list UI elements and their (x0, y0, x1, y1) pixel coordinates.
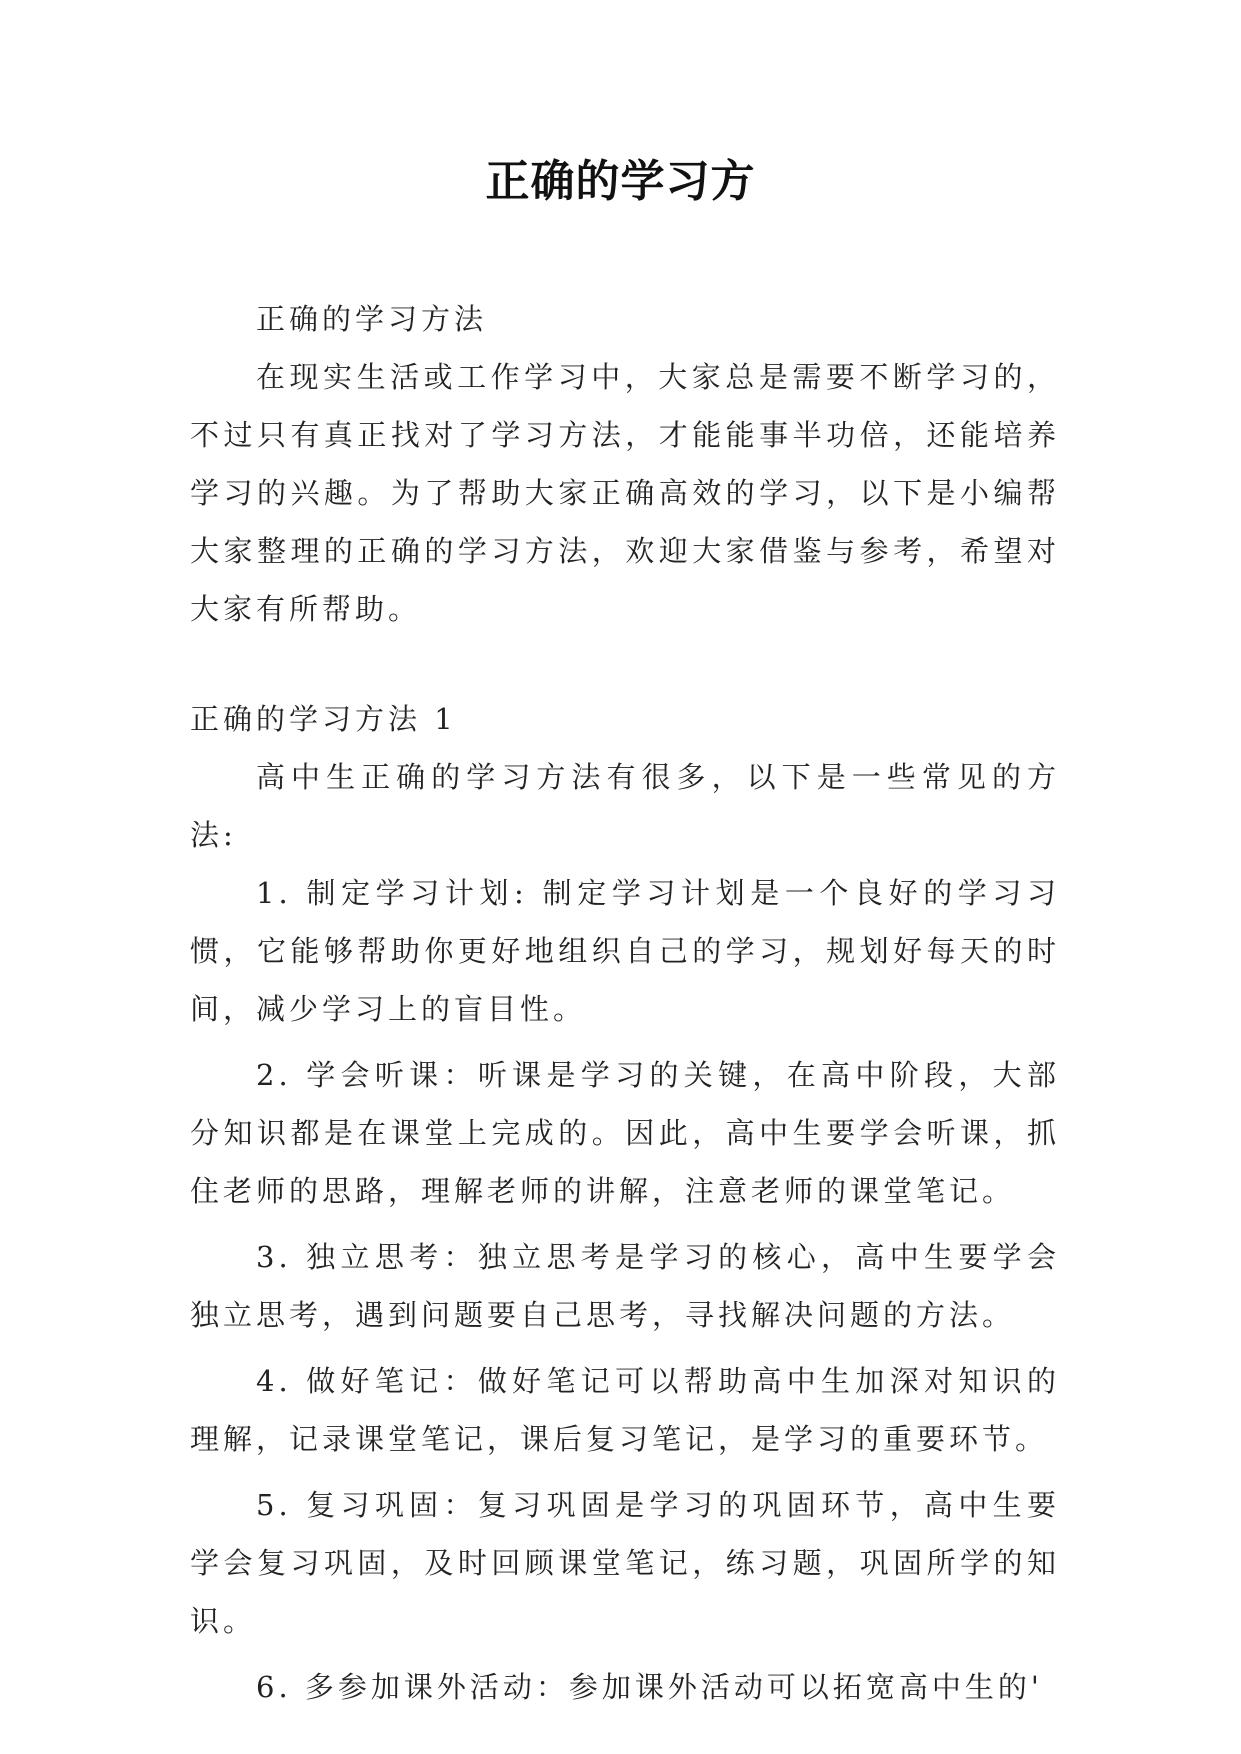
list-item-4: 4. 做好笔记：做好笔记可以帮助高中生加深对知识的理解，记录课堂笔记，课后复习笔记，是学习的重要环节。 (190, 1364, 1060, 1456)
list-item-5: 5. 复习巩固：复习巩固是学习的巩固环节，高中生要学会复习巩固，及时回顾课堂笔记，练习题，巩固所学的知识。 (190, 1488, 1060, 1638)
list-item-1: 1. 制定学习计划: 制定学习计划是一个良好的学习习惯，它能够帮助你更好地组织自己的学习，规划好每天的时间，减少学习上的盲目性。 (190, 876, 1060, 1026)
section-lead: 高中生正确的学习方法有很多，以下是一些常见的方法: (190, 760, 1060, 852)
document-body (190, 290, 1060, 1724)
document-title: 正确的学习方 (485, 156, 756, 207)
intro-heading: 正确的学习方法 (256, 302, 488, 336)
section-spacer (190, 638, 1060, 690)
intro-paragraph: 在现实生活或工作学习中，大家总是需要不断学习的，不过只有真正找对了学习方法，才能能事半功倍，还能培养学习的兴趣。为了帮助大家正确高效的学习，以下是小编帮大家整理的正确的学习方法，欢迎大家借鉴与参考，希望对大家有所帮助。 (190, 360, 1060, 626)
list-item-3: 3. 独立思考：独立思考是学习的核心，高中生要学会独立思考，遇到问题要自己思考，寻找解决问题的方法。 (190, 1240, 1060, 1332)
section-heading: 正确的学习方法 1 (190, 702, 457, 736)
list-item-6: 6. 多参加课外活动：参加课外活动可以拓宽高中生的' (256, 1670, 1043, 1704)
list-item-2: 2. 学会听课：听课是学习的关键，在高中阶段，大部分知识都是在课堂上完成的。因此，高中生要学会听课，抓住老师的思路，理解老师的讲解，注意老师的课堂笔记。 (190, 1058, 1060, 1208)
